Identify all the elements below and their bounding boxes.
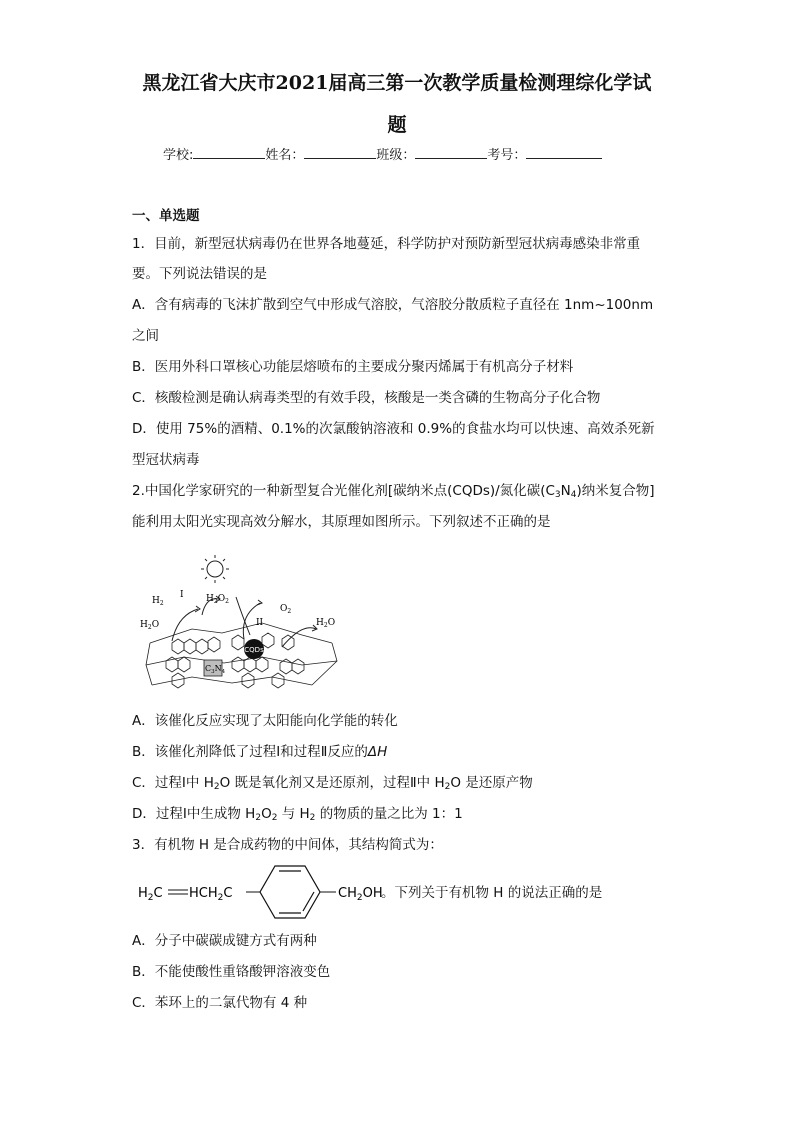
q2-stem-line1: 2.中国化学家研究的一种新型复合光催化剂[碳纳米点(CQDs)/氮化碳$(C_3N_4)$纳米复合物] xyxy=(132,483,655,500)
name-blank[interactable] xyxy=(304,145,376,159)
q2-option-b: B．该催化剂降低了过程Ⅰ和过程Ⅱ反应的ΔH xyxy=(132,744,388,760)
school-label: 学校: xyxy=(163,148,194,163)
exam-no-blank[interactable] xyxy=(526,145,602,159)
exam-title-line2: 题 xyxy=(387,114,407,136)
photocatalyst-diagram xyxy=(132,553,342,698)
q2-option-c: C．过程Ⅰ中 $H_2O$ 既是氧化剂又是还原剂，过程Ⅱ中 $H_2O$ 是还原产物 xyxy=(132,775,533,792)
h2-label: $H_2$ xyxy=(152,596,164,607)
q1-option-b: B．医用外科口罩核心功能层熔喷布的主要成分聚丙烯属于有机高分子材料 xyxy=(132,359,574,375)
h2o-right-label: $H_2O$ xyxy=(316,618,336,629)
sun-icon xyxy=(201,555,229,583)
q1-option-a-line2: 之间 xyxy=(132,328,159,344)
exam-title-line1: 黑龙江省大庆市2021届高三第一次教学质量检测理综化学试 xyxy=(142,72,652,94)
formula-right: $CH_2OH$ xyxy=(338,886,383,903)
name-label: 姓名： xyxy=(265,148,305,163)
q1-option-d-line1: D．使用 75%的酒精、0.1%的次氯酸钠溶液和 0.9%的食盐水均可以快速、高效杀死新 xyxy=(132,421,655,437)
cqds-label: CQDs xyxy=(244,646,264,654)
q1-stem-line2: 要。下列说法错误的是 xyxy=(132,266,267,282)
exam-no-label: 考号： xyxy=(487,148,527,163)
process-1-label: I xyxy=(180,590,184,600)
q3-option-b: B．不能使酸性重铬酸钾溶液变色 xyxy=(132,964,331,980)
q1-option-d-line2: 型冠状病毒 xyxy=(132,452,200,468)
class-blank[interactable] xyxy=(415,145,487,159)
h2o-left-label: $H_2O$ xyxy=(140,620,160,631)
q3-stem: 3．有机物 H 是合成药物的中间体，其结构简式为： xyxy=(132,837,443,853)
benzene-ring xyxy=(260,866,320,918)
q3-option-a: A．分子中碳碳成键方式有两种 xyxy=(132,933,317,949)
c3n4-label: $C_3N_4$ xyxy=(205,664,226,675)
q3-option-c: C．苯环上的二氯代物有 4 种 xyxy=(132,995,308,1011)
formula-middle: $HCH_2C$ xyxy=(189,886,233,903)
q1-option-a-line1: A．含有病毒的飞沫扩散到空气中形成气溶胶，气溶胶分散质粒子直径在 1nm~100nm xyxy=(132,297,654,313)
school-blank[interactable] xyxy=(193,145,265,159)
q2-option-d: D．过程Ⅰ中生成物 $H_2O_2$ 与 $H_2$ 的物质的量之比为 1：1 xyxy=(132,806,463,823)
process-2-label: II xyxy=(256,618,264,628)
q1-stem-line1: 1．目前，新型冠状病毒仍在世界各地蔓延，科学防护对预防新型冠状病毒感染非常重 xyxy=(132,236,641,252)
q2-option-a: A．该催化反应实现了太阳能向化学能的转化 xyxy=(132,713,398,729)
q2-stem-line2: 能利用太阳光实现高效分解水，其原理如图所示。下列叙述不正确的是 xyxy=(132,514,551,530)
formula-left: $H_2C$ xyxy=(138,886,163,903)
arrows xyxy=(172,596,317,647)
o2-label: $O_2$ xyxy=(280,604,292,615)
section-heading: 一、单选题 xyxy=(132,208,200,224)
h2o2-label: $H_2O_2$ xyxy=(206,594,229,605)
q3-stem-tail: 。下列关于有机物 H 的说法正确的是 xyxy=(381,885,603,901)
student-info-row xyxy=(163,145,602,165)
class-label: 班级： xyxy=(376,148,416,163)
q1-option-c: C．核酸检测是确认病毒类型的有效手段，核酸是一类含磷的生物高分子化合物 xyxy=(132,390,601,406)
